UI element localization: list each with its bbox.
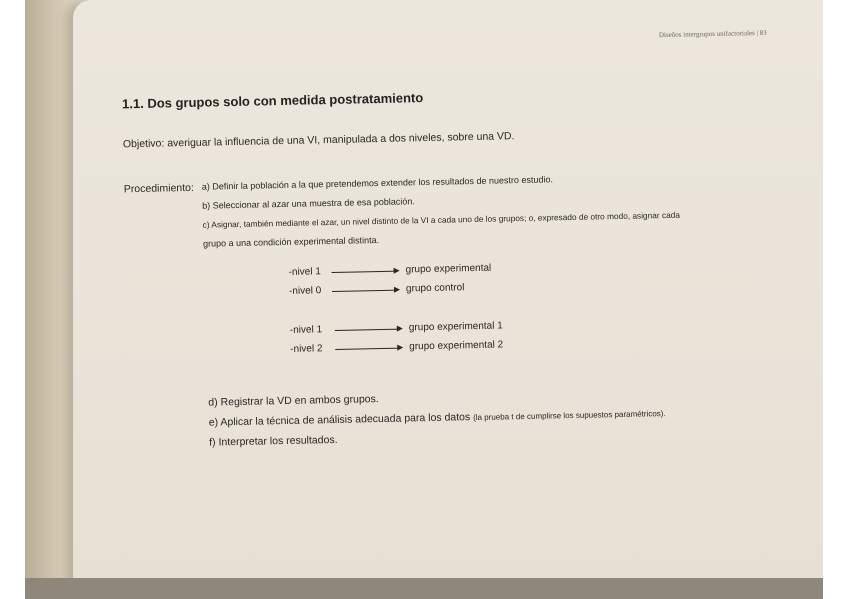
procedure-step-d: d) Registrar la VD en ambos grupos. xyxy=(208,393,379,409)
diagram-level-label: -nivel 1 xyxy=(288,266,321,278)
book-page xyxy=(73,0,823,599)
section-heading: 1.1. Dos grupos solo con medida postratamiento xyxy=(121,90,424,112)
step-e-main: e) Aplicar la técnica de análisis adecuada para los datos xyxy=(208,411,471,429)
diagram-level-label: -nivel 2 xyxy=(290,343,323,355)
diagram-level-label: -nivel 0 xyxy=(288,285,322,297)
procedure-step-c: c) Asignar, también mediante el azar, un nivel distinto de la VI a cada uno de los grupos; o, expresado de otro modo, asignar cada xyxy=(202,209,680,230)
procedure-step-a: a) Definir la población a la que pretendemos extender los resultados de nuestro estudio. xyxy=(201,174,554,192)
arrow-icon xyxy=(332,290,398,292)
book-photo xyxy=(25,0,823,599)
step-e-note: (la prueba t de cumplirse los supuestos paramétricos). xyxy=(473,409,666,423)
diagram-group-label: grupo experimental xyxy=(405,262,492,276)
running-head: Diseños intergrupos unifactoriales | 83 xyxy=(658,28,767,40)
procedure-step-f: f) Interpretar los resultados. xyxy=(209,433,338,449)
procedure-step-c-continued: grupo a una condición experimental distinta. xyxy=(202,235,380,249)
procedure-step-b: b) Seleccionar al azar una muestra de esa población. xyxy=(202,196,415,211)
arrow-icon xyxy=(335,329,401,331)
table-surface xyxy=(25,578,823,599)
arrow-icon xyxy=(335,348,401,350)
procedure-label: Procedimiento: xyxy=(123,181,195,196)
arrow-icon xyxy=(332,271,398,273)
procedure-step-e xyxy=(209,407,666,429)
diagram-group-label: grupo experimental 2 xyxy=(409,339,504,353)
page-content xyxy=(68,0,823,599)
objective-text: Objetivo: averiguar la influencia de una VI, manipulada a dos niveles, sobre una VD. xyxy=(122,130,515,151)
diagram-group-label: grupo experimental 1 xyxy=(408,320,503,334)
diagram-level-label: -nivel 1 xyxy=(289,324,323,336)
diagram-group-label: grupo control xyxy=(405,282,465,295)
